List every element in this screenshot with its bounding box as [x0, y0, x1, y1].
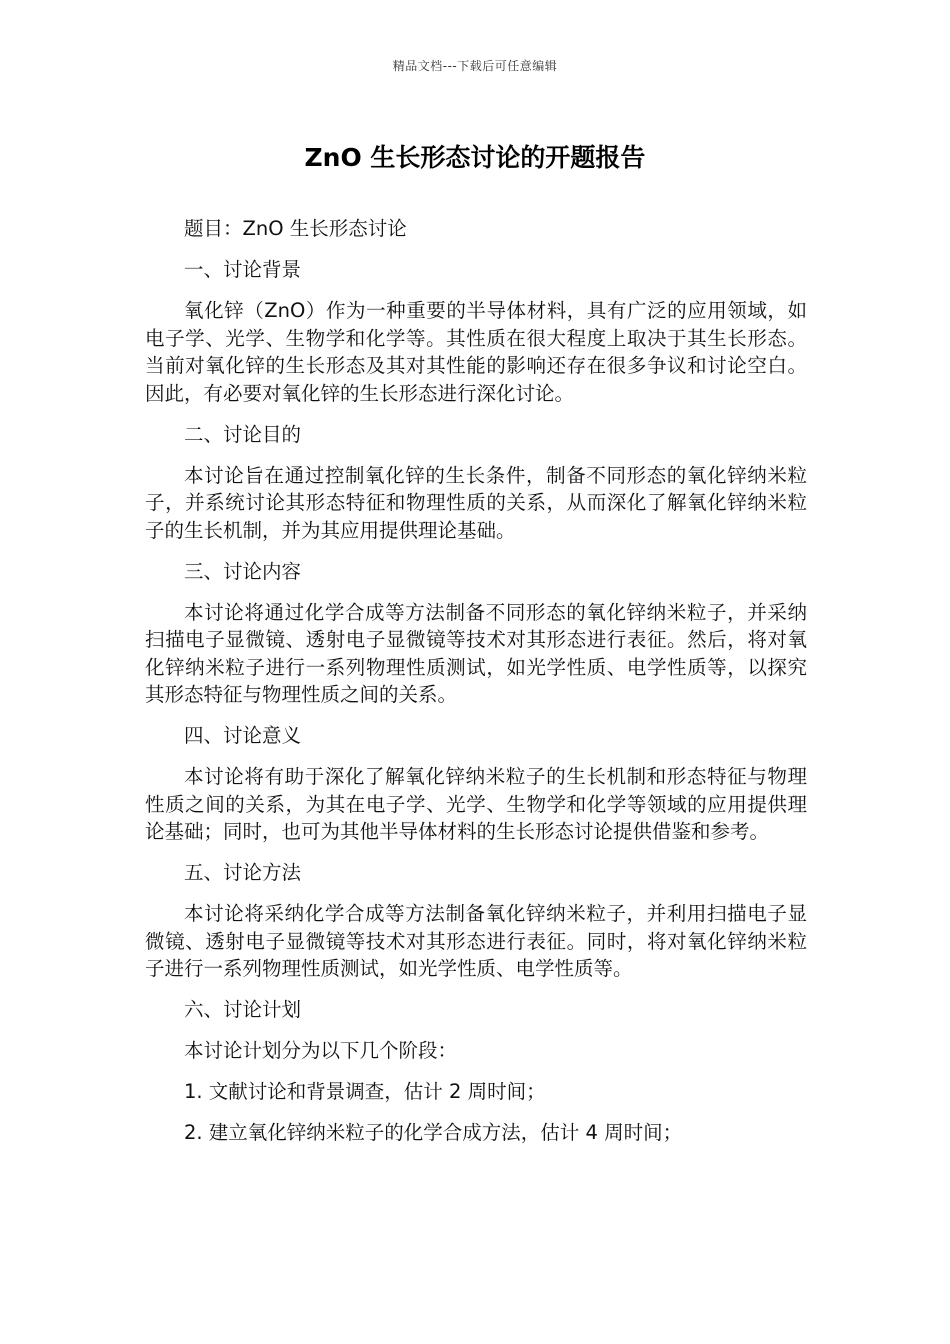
section-heading-content: 三、讨论内容 [184, 559, 302, 583]
topic-line: 题目：ZnO 生长形态讨论 [184, 217, 407, 240]
header-note: 精品文档---下载后可任意编辑 [392, 59, 558, 73]
section-text-content: 本讨论将通过化学合成等方法制备不同形态的氧化锌纳米粒子，并采纳扫描电子显微镜、透射电子显微镜等技术对其形态进行表征。然后，将对氧化锌纳米粒子进行一系列物理性质测试，如光学性质、电学性质等，以探究其形态特征与物理性质之间的关系。 [145, 600, 807, 706]
plan-item: 2. 建立氧化锌纳米粒子的化学合成方法，估计 4 周时间； [184, 1121, 683, 1144]
section-heading-significance: 四、讨论意义 [184, 724, 302, 747]
section-text-method: 本讨论将采纳化学合成等方法制备氧化锌纳米粒子，并利用扫描电子显微镜、透射电子显微镜等技术对其形态进行表征。同时，将对氧化锌纳米粒子进行一系列物理性质测试，如光学性质、电学性质等。 [145, 902, 807, 980]
section-text-background: 氧化锌（ZnO）作为一种重要的半导体材料，具有广泛的应用领域，如电子学、光学、生物学和化学等。其性质在很大程度上取决于其生长形态。当前对氧化锌的生长形态及其对其性能的影响还存在很多争议和讨论空白。因此，有必要对氧化锌的生长形态进行深化讨论。 [145, 299, 807, 405]
section-heading-purpose: 二、讨论目的 [184, 422, 302, 446]
section-heading-method: 五、讨论方法 [184, 861, 302, 884]
section-heading-background: 一、讨论背景 [184, 258, 302, 281]
document-body [145, 215, 807, 1160]
document-title: ZnO 生长形态讨论的开题报告 [304, 143, 646, 172]
section-text-significance: 本讨论将有助于深化了解氧化锌纳米粒子的生长机制和形态特征与物理性质之间的关系，为其在电子学、光学、生物学和化学等领域的应用提供理论基础；同时，也可为其他半导体材料的生长形态讨论提供借鉴和参考。 [145, 765, 807, 843]
section-text-purpose: 本讨论旨在通过控制氧化锌的生长条件，制备不同形态的氧化锌纳米粒子，并系统讨论其形态特征和物理性质的关系，从而深化了解氧化锌纳米粒子的生长机制，并为其应用提供理论基础。 [145, 463, 807, 542]
plan-intro: 本讨论计划分为以下几个阶段： [184, 1039, 458, 1062]
plan-item: 1. 文献讨论和背景调查，估计 2 周时间； [184, 1080, 546, 1103]
section-heading-plan: 六、讨论计划 [184, 998, 302, 1021]
